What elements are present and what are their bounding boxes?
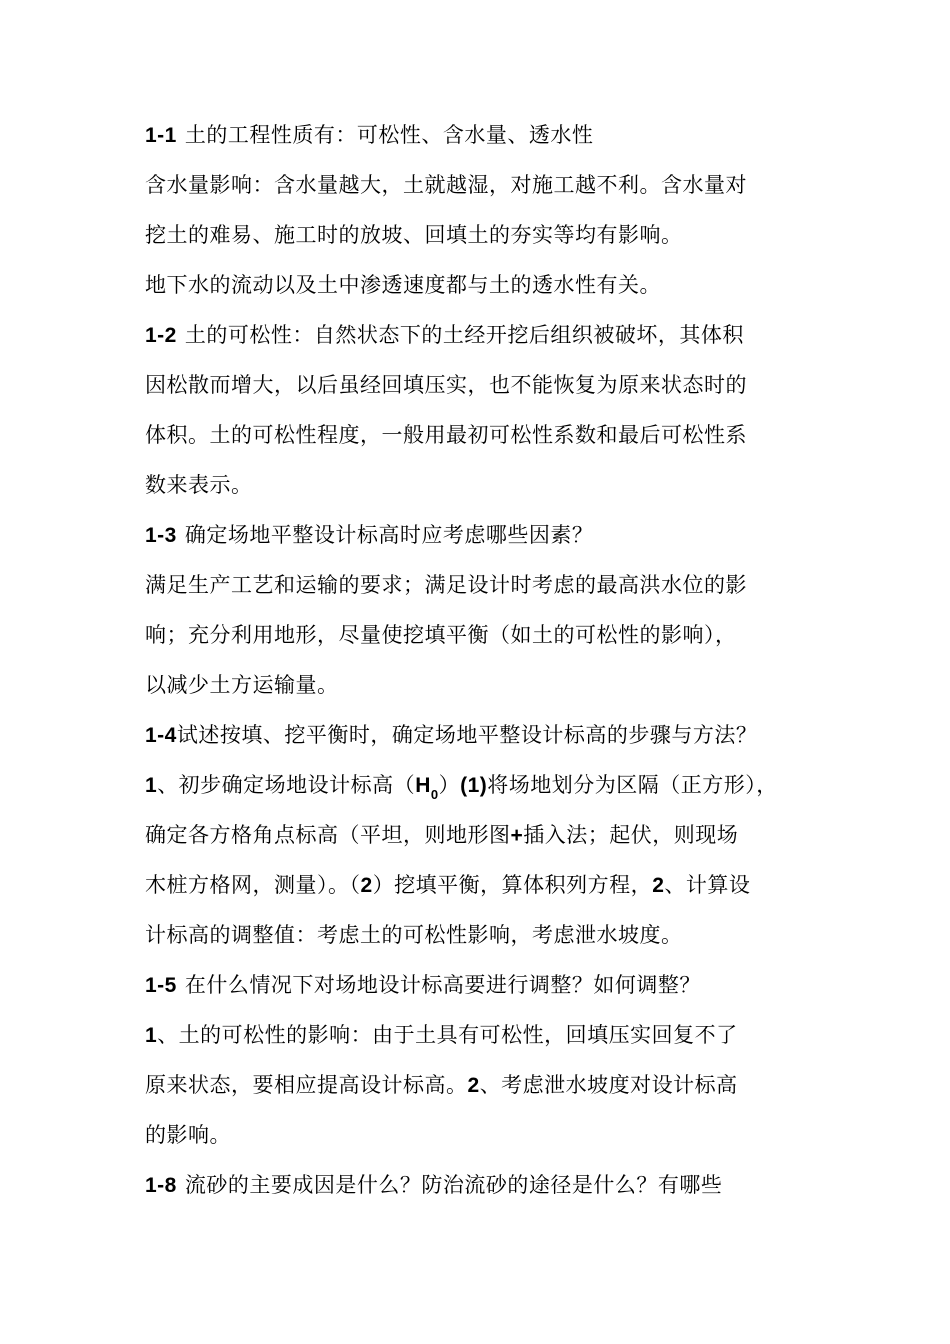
- section-title: 流砂的主要成因是什么？防治流砂的途径是什么？有哪些: [184, 1173, 723, 1197]
- substep-number: (1): [460, 774, 488, 797]
- section-title: 试述按填、挖平衡时，确定场地平整设计标高的步骤与方法？: [176, 723, 758, 747]
- paragraph-line: [145, 810, 810, 860]
- paragraph-line: [145, 860, 810, 910]
- section-heading: [145, 510, 810, 560]
- section-heading: [145, 310, 810, 360]
- paragraph-line: 的影响。: [145, 1123, 231, 1147]
- text-run: 将场地划分为区隔（正方形），: [487, 773, 778, 797]
- text-run: ）挖填平衡，算体积列方程，: [372, 873, 653, 897]
- section-number: 1-8: [145, 1174, 177, 1197]
- section-heading: [145, 960, 810, 1010]
- paragraph-line: 体积。土的可松性程度，一般用最初可松性系数和最后可松性系: [145, 423, 747, 447]
- text-run: 木桩方格网，测量）。（: [145, 873, 361, 897]
- text-run: 确定各方格角点标高（平坦，则地形图: [145, 823, 511, 847]
- paragraph-line: [145, 1010, 810, 1060]
- paragraph-line: 响；充分利用地形，尽量使挖填平衡（如土的可松性的影响），: [145, 623, 737, 647]
- section-heading: [145, 710, 810, 760]
- paragraph-line: 因松散而增大，以后虽经回填压实，也不能恢复为原来状态时的: [145, 373, 747, 397]
- paragraph-line: 满足生产工艺和运输的要求；满足设计时考虑的最高洪水位的影: [145, 573, 747, 597]
- height-symbol: H: [415, 774, 431, 797]
- paragraph-line: 以减少土方运输量。: [145, 673, 339, 697]
- section-number: 1-3: [145, 524, 177, 547]
- section-heading: [145, 1160, 810, 1210]
- text-run: 、计算设: [664, 873, 751, 897]
- paragraph-line: 含水量影响：含水量越大，土就越湿，对施工越不利。含水量对: [145, 173, 747, 197]
- section-title: 在什么情况下对场地设计标高要进行调整？如何调整？: [184, 973, 701, 997]
- section-number: 1-5: [145, 974, 177, 997]
- paragraph-line: 计标高的调整值：考虑土的可松性影响，考虑泄水坡度。: [145, 923, 683, 947]
- substep-number: 2: [360, 874, 373, 897]
- section-title: 土的可松性：自然状态下的土经开挖后组织被破坏，其体积: [184, 323, 744, 347]
- paragraph-line: [145, 760, 810, 810]
- section-number: 1-2: [145, 324, 177, 347]
- text-run: ）: [438, 773, 461, 797]
- step-number: 2: [652, 874, 665, 897]
- text-run: 、土的可松性的影响：由于土具有可松性，回填压实回复不了: [157, 1023, 738, 1047]
- paragraph-line: [145, 1060, 810, 1110]
- text-run: 插入法；起伏，则现场: [523, 823, 739, 847]
- step-number: 1: [145, 774, 158, 797]
- text-run: 原来状态，要相应提高设计标高。: [145, 1073, 468, 1097]
- section-title: 确定场地平整设计标高时应考虑哪些因素？: [184, 523, 594, 547]
- section-number: 1-1: [145, 124, 177, 147]
- paragraph-line: 地下水的流动以及土中渗透速度都与土的透水性有关。: [145, 273, 661, 297]
- section-title: 土的工程性质有：可松性、含水量、透水性: [184, 123, 594, 147]
- height-subscript: 0: [430, 787, 439, 802]
- section-number: 1-4: [145, 724, 177, 747]
- text-run: 、考虑泄水坡度对设计标高: [479, 1073, 738, 1097]
- document-body: [145, 110, 810, 1210]
- paragraph-line: 数来表示。: [145, 473, 253, 497]
- step-number: 1: [145, 1024, 158, 1047]
- section-heading: [145, 110, 810, 160]
- paragraph-line: 挖土的难易、施工时的放坡、回填土的夯实等均有影响。: [145, 223, 683, 247]
- step-number: 2: [467, 1074, 480, 1097]
- text-run: 、初步确定场地设计标高（: [157, 773, 416, 797]
- plus-sign: +: [510, 824, 524, 847]
